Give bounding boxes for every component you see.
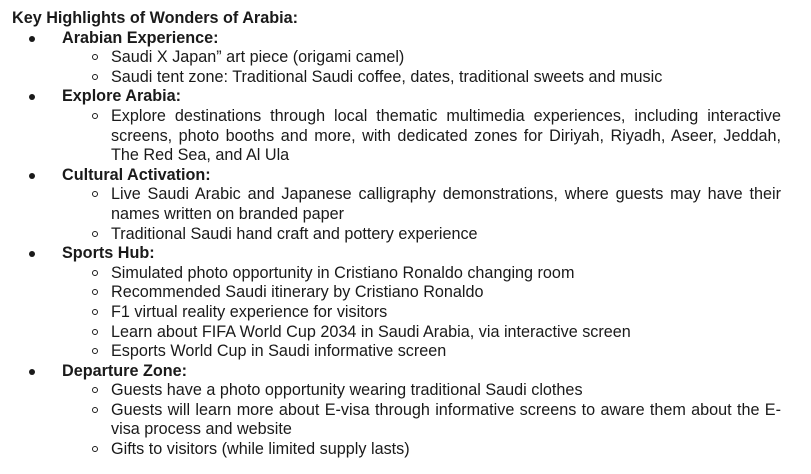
list-item: [62, 185, 811, 224]
list-item-text: Traditional Saudi hand craft and pottery experience: [111, 224, 478, 243]
list-item: [62, 303, 811, 323]
bullet-circle-icon: [92, 231, 98, 237]
section-items: [62, 185, 811, 244]
list-item: [62, 283, 811, 303]
list-item: [62, 68, 811, 88]
section-heading: Cultural Activation:: [62, 165, 211, 184]
list-item: [62, 381, 811, 401]
highlights-list: [12, 29, 811, 460]
list-item-text: Guests will learn more about E-visa through informative screens to aware them about the E-visa process and website: [111, 400, 781, 439]
section-items: [62, 381, 811, 459]
bullet-circle-icon: [92, 270, 98, 276]
bullet-circle-icon: [92, 113, 98, 119]
bullet-disc-icon: [29, 251, 35, 257]
bullet-circle-icon: [92, 387, 98, 393]
list-item-text: Live Saudi Arabic and Japanese calligraphy demonstrations, where guests may have their names written on branded paper: [111, 185, 781, 223]
list-item-text: Esports World Cup in Saudi informative screen: [111, 342, 447, 361]
bullet-circle-icon: [92, 289, 98, 295]
bullet-circle-icon: [92, 309, 98, 315]
list-item: [62, 323, 811, 343]
section-departure-zone: [12, 362, 811, 460]
list-item-text: Explore destinations through local thematic multimedia experiences, including interactive screens, photo booths and more, with dedicated zones for Diriyah, Riyadh, Aseer, Jeddah, The Red Sea, and Al Ula: [111, 106, 781, 165]
list-item: [62, 225, 811, 245]
section-items: [62, 48, 811, 87]
section-items: [62, 264, 811, 362]
bullet-circle-icon: [92, 74, 98, 80]
list-item: [62, 440, 811, 460]
bullet-circle-icon: [92, 191, 98, 197]
bullet-disc-icon: [29, 36, 35, 42]
section-explore-arabia: [12, 87, 811, 165]
section-heading: Arabian Experience:: [62, 28, 219, 47]
bullet-circle-icon: [92, 54, 98, 60]
list-item: [62, 264, 811, 284]
list-item-text: Saudi X Japan” art piece (origami camel): [111, 48, 405, 67]
bullet-circle-icon: [92, 407, 98, 413]
bullet-disc-icon: [29, 94, 35, 100]
list-item: [62, 401, 811, 440]
bullet-circle-icon: [92, 329, 98, 335]
list-item-text: Simulated photo opportunity in Cristiano Ronaldo changing room: [111, 263, 575, 282]
list-item-text: Learn about FIFA World Cup 2034 in Saudi Arabia, via interactive screen: [111, 322, 631, 341]
section-arabian-experience: [12, 29, 811, 88]
section-sports-hub: [12, 244, 811, 362]
document-title: Key Highlights of Wonders of Arabia:: [12, 9, 298, 27]
section-cultural-activation: [12, 166, 811, 244]
bullet-disc-icon: [29, 369, 35, 375]
list-item: [62, 107, 811, 166]
section-items: [62, 107, 811, 166]
bullet-circle-icon: [92, 446, 98, 452]
list-item-text: Recommended Saudi itinerary by Cristiano Ronaldo: [111, 283, 484, 302]
bullet-disc-icon: [29, 173, 35, 179]
list-item: [62, 48, 811, 68]
list-item-text: Gifts to visitors (while limited supply lasts): [111, 440, 410, 459]
section-heading: Explore Arabia:: [62, 87, 182, 106]
list-item: [62, 342, 811, 362]
section-heading: Sports Hub:: [62, 244, 155, 263]
list-item-text: Guests have a photo opportunity wearing traditional Saudi clothes: [111, 381, 583, 400]
list-item-text: F1 virtual reality experience for visitors: [111, 302, 388, 321]
bullet-circle-icon: [92, 348, 98, 354]
section-heading: Departure Zone:: [62, 361, 188, 380]
list-item-text: Saudi tent zone: Traditional Saudi coffee, dates, traditional sweets and music: [111, 67, 663, 86]
